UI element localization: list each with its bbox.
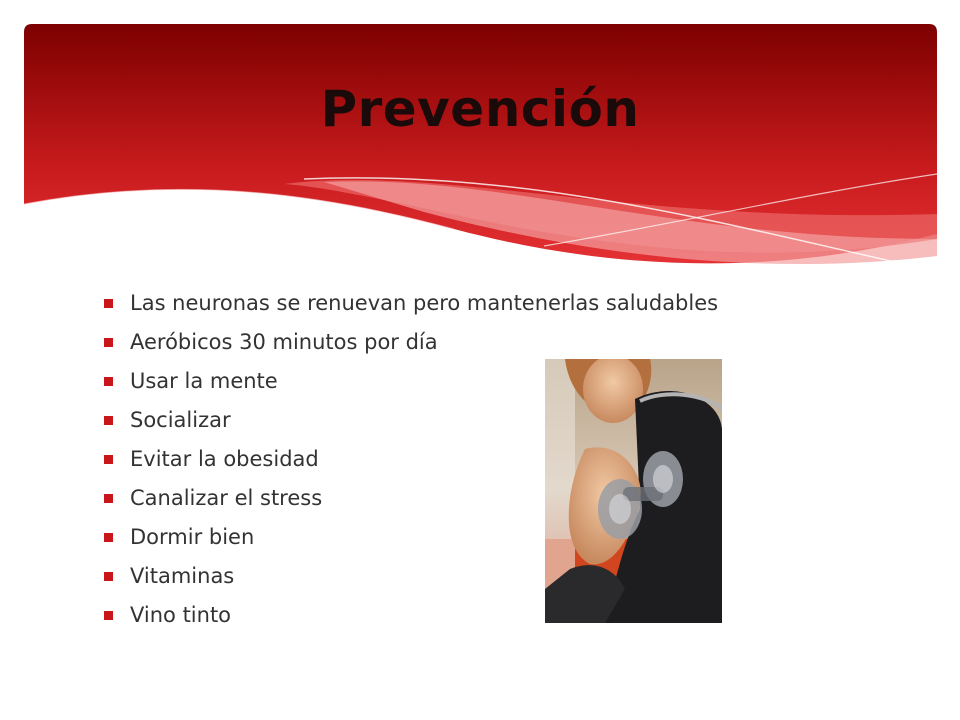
bullet-text: Dormir bien bbox=[130, 525, 255, 549]
woman-lifting-dumbbell-photo bbox=[545, 359, 722, 623]
square-bullet-icon bbox=[104, 299, 113, 308]
square-bullet-icon bbox=[104, 572, 113, 581]
square-bullet-icon bbox=[104, 338, 113, 347]
bullet-text: Vitaminas bbox=[130, 564, 235, 588]
bullet-item bbox=[104, 323, 718, 362]
square-bullet-icon bbox=[104, 455, 113, 464]
bullet-text: Socializar bbox=[130, 408, 231, 432]
slide-title: Prevención bbox=[320, 80, 640, 138]
header-wave-graphic bbox=[24, 24, 937, 274]
square-bullet-icon bbox=[104, 416, 113, 425]
bullet-text: Vino tinto bbox=[130, 603, 232, 627]
bullet-item bbox=[104, 284, 718, 323]
header-banner bbox=[24, 24, 937, 274]
bullet-text: Usar la mente bbox=[130, 369, 278, 393]
square-bullet-icon bbox=[104, 494, 113, 503]
bullet-text: Aeróbicos 30 minutos por día bbox=[130, 330, 438, 354]
square-bullet-icon bbox=[104, 611, 113, 620]
square-bullet-icon bbox=[104, 533, 113, 542]
bullet-text: Canalizar el stress bbox=[130, 486, 323, 510]
bullet-text: Las neuronas se renuevan pero mantenerlas saludables bbox=[130, 291, 719, 315]
bullet-text: Evitar la obesidad bbox=[130, 447, 319, 471]
square-bullet-icon bbox=[104, 377, 113, 386]
